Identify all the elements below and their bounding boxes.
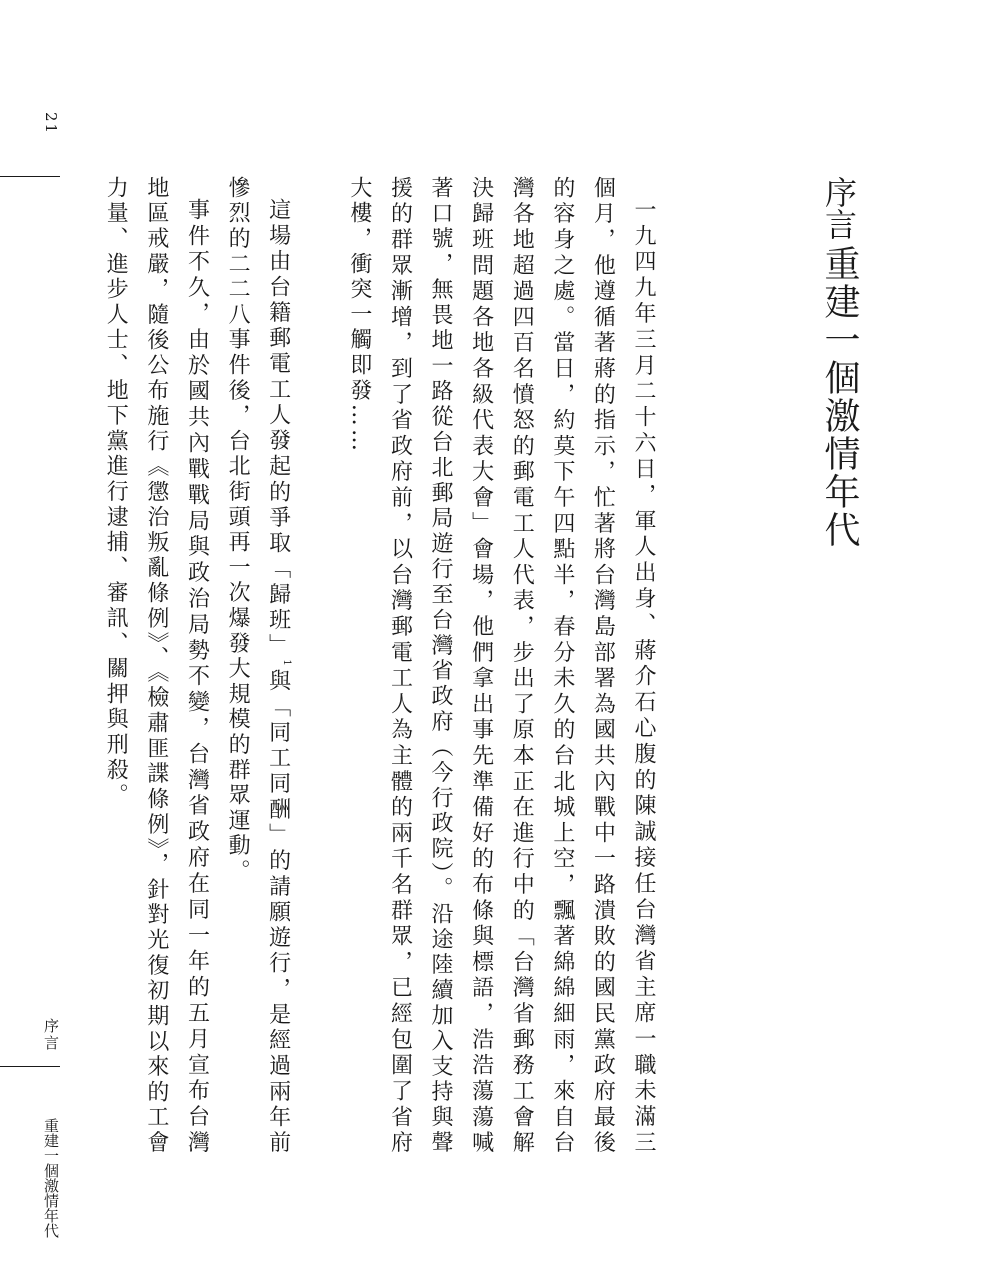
paragraph-1: 一九四九年三月二十六日，軍人出身、蔣介石心腹的陳誠接任台灣省主席一職未滿三個月，他遵循著蔣的指示，忙著將台灣島部署為國共內戰中一路潰敗的國民黨政府最後的容身之處。當日，約莫下午四點半，春分未久的台北城上空，飄著綿綿細雨，來自台灣各地超過四百名憤怒的郵電工人代表，步出了原本正在進行中的「台灣省郵務工會解決歸班問題各地各級代表大會」會場，他們拿出事先準備好的布條與標語，浩浩蕩蕩喊著口號，無畏地一路從台北郵局遊行至台灣省政府（今行政院）。沿途陸續加入支持與聲援的群眾漸增，到了省政府前，以台灣郵電工人為主體的兩千名群眾，已經包圍了省府大樓，衝突一觸即發…… <box>346 176 656 1156</box>
footnote-marker: 1 <box>280 659 292 670</box>
paragraph-3: 事件不久，由於國共內戰戰局與政治局勢不變，台灣省政府在同一年的五月宣布台灣地區戒嚴，隨後公布施行《懲治叛亂條例》、《檢肅匪諜條例》，針對光復初期以來的工會力量、進步人士、地下黨進行逮捕、審訊、關押與刑殺。 <box>103 176 210 1156</box>
paragraph-2-text-start: 這場由台籍郵電工人發起的爭取「歸班」 <box>265 198 291 660</box>
paragraph-2-text-end: 與「同工同酬」的請願遊行，是經過兩年前慘烈的二二八事件後，台北街頭再一次爆發大規模的群眾運動。 <box>225 176 291 1157</box>
running-chapter-title: 重建一個激情年代 <box>42 1118 60 1238</box>
running-section-title: 序言 <box>42 1018 60 1052</box>
margin-divider-bottom <box>0 1066 60 1067</box>
paragraph-2 <box>216 176 297 1156</box>
chapter-heading <box>817 176 861 596</box>
chapter-title: 重建一個激情年代 <box>819 245 860 550</box>
body-text <box>103 176 663 1156</box>
margin-divider-top <box>0 176 60 177</box>
chapter-label: 序言 <box>820 176 858 240</box>
page-number: 21 <box>42 112 60 136</box>
